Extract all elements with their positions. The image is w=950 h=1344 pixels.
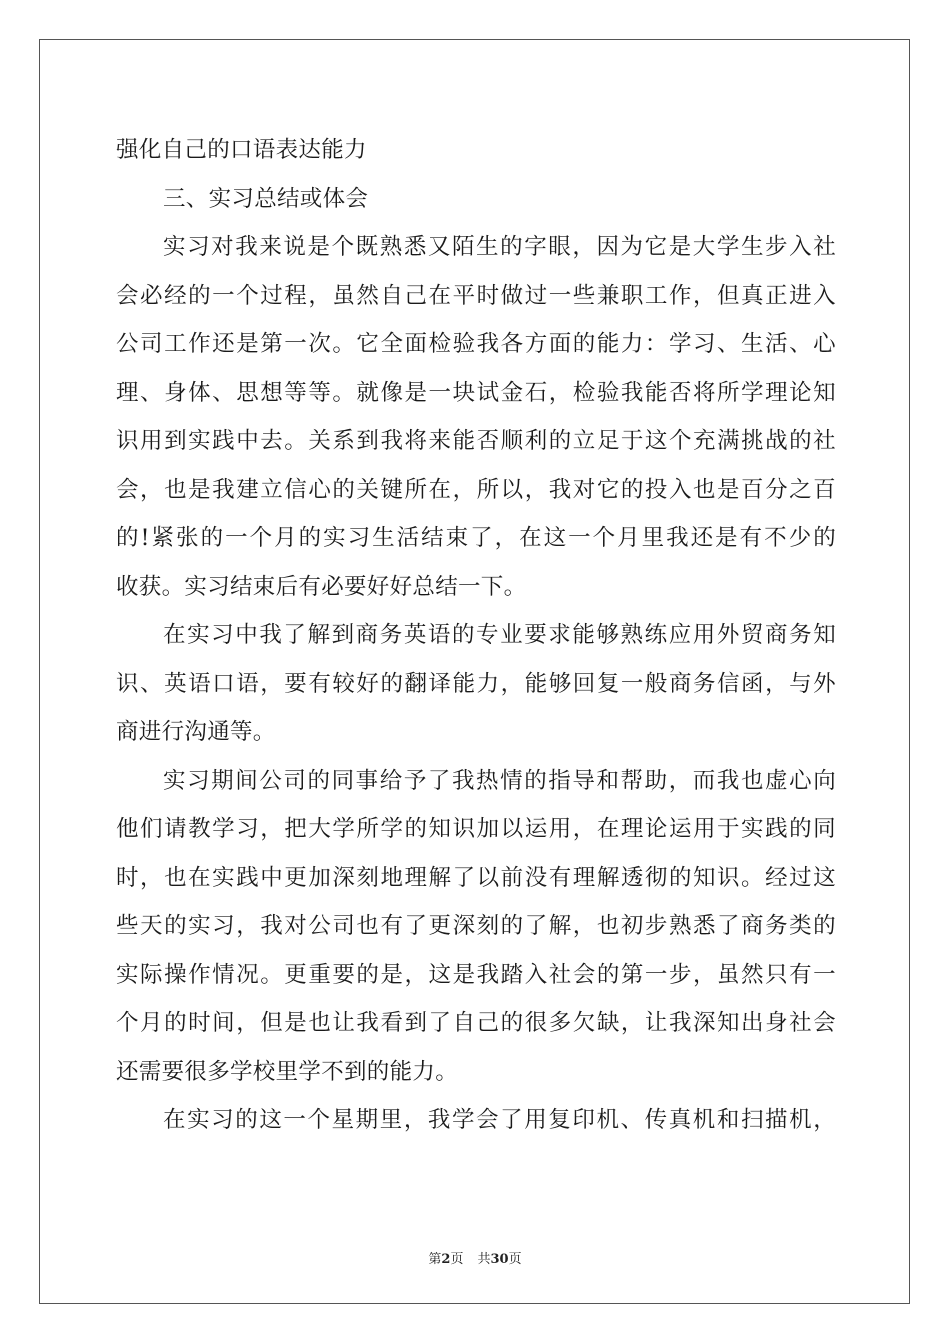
text-line: 还需要很多学校里学不到的能力。: [116, 1058, 459, 1085]
page-prefix: 第: [428, 1252, 442, 1267]
text-line: 的!紧张的一个月的实习生活结束了，在这一个月里我还是有不少的: [116, 525, 836, 551]
text-line: 理、身体、思想等等。就像是一块试金石，检验我能否将所学理论知: [116, 379, 836, 406]
document-body: [116, 126, 836, 1145]
page-footer: [0, 1248, 950, 1267]
total-pages: 30: [490, 1252, 509, 1267]
text-line: 收获。实习结束后有必要好好总结一下。: [116, 573, 527, 600]
page-number: 2: [441, 1252, 451, 1267]
text-line: 识、英语口语，要有较好的翻译能力，能够回复一般商务信函，与外: [116, 670, 836, 697]
text-line: 强化自己的口语表达能力: [116, 137, 367, 163]
text-line: 会必经的一个过程，虽然自己在平时做过一些兼职工作，但真正进入: [116, 282, 836, 309]
text-line: 些天的实习，我对公司也有了更深刻的了解，也初步熟悉了商务类的: [116, 913, 836, 939]
text-line: 在实习的这一个星期里，我学会了用复印机、传真机和扫描机，: [163, 1107, 836, 1133]
text-line: 商进行沟通等。: [116, 719, 276, 745]
text-line: 他们请教学习，把大学所学的知识加以运用，在理论运用于实践的同: [116, 816, 836, 842]
total-prefix: 共: [477, 1252, 491, 1267]
text-line: 实习期间公司的同事给予了我热情的指导和帮助，而我也虚心向: [163, 767, 836, 794]
text-line: 个月的时间，但是也让我看到了自己的很多欠缺，让我深知出身社会: [116, 1010, 836, 1036]
text-line: 识用到实践中去。关系到我将来能否顺利的立足于这个充满挑战的社: [116, 428, 836, 454]
text-line: 实际操作情况。更重要的是，这是我踏入社会的第一步，虽然只有一: [116, 961, 836, 988]
page-suffix: 页: [450, 1252, 464, 1267]
text-line: 会，也是我建立信心的关键所在，所以，我对它的投入也是百分之百: [116, 476, 836, 503]
total-suffix: 页: [508, 1252, 522, 1267]
text-line: 在实习中我了解到商务英语的专业要求能够熟练应用外贸商务知: [163, 622, 836, 648]
text-line: 时，也在实践中更加深刻地理解了以前没有理解透彻的知识。经过这: [116, 864, 836, 891]
text-line: 公司工作还是第一次。它全面检验我各方面的能力：学习、生活、心: [116, 331, 836, 357]
section-heading: 三、实习总结或体会: [163, 185, 369, 212]
text-line: 实习对我来说是个既熟悉又陌生的字眼，因为它是大学生步入社: [163, 234, 836, 260]
